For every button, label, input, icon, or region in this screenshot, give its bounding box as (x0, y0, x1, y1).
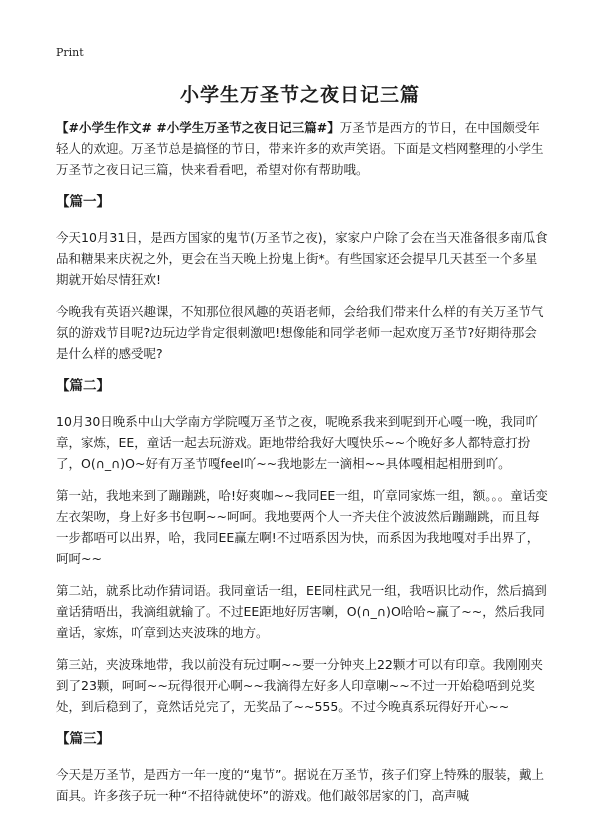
section-2-paragraph: 第三站，夹波珠地带，我以前没有玩过啊~~要一分钟夹上22颗才可以有印章。我刚刚夹到了23颗，呵呵~~玩得很开心啊~~我滴得左好多人印章喇~~不过一开始稳唔到兑奖处，到后稳到了，竟然话兑完了，无奖品了~~555。不过今晚真系玩得好开心~~ (56, 657, 543, 714)
section-2-paragraph: 第二站，就系比动作猜词语。我同童话一组，EE同柱武兄一组，我唔识比动作，然后搞到童话猜唔出，我滴组就输了。不过EE距地好厉害喇，O(∩_∩)O哈哈~赢了~~，然后我同童话，家炼，吖章到达夹波珠的地方。 (56, 583, 547, 640)
section-3-paragraph: 今天是万圣节，是西方一年一度的“鬼节”。据说在万圣节，孩子们穿上特殊的服装，戴上面具。许多孩子玩一种“不招待就使坏”的游戏。他们敲邻居家的门，高声喊 (56, 767, 544, 803)
section-2-paragraph: 10月30日晚系中山大学南方学院嘎万圣节之夜，呢晚系我来到呢到开心嘎一晚，我同吖章，家炼，EE，童话一起去玩游戏。距地带给我好大嘎快乐~~个晚好多人都特意打扮了，O(∩_∩)O~好有万圣节嘎feel吖~~我地影左一滴相~~具体嘎相起相册到吖。 (56, 414, 538, 471)
section-heading-1: 【篇一】 (56, 194, 110, 210)
intro-tag: 【#小学生作文# #小学生万圣节之夜日记三篇#】 (56, 120, 340, 135)
section-1-paragraph: 今晚我有英语兴趣课，不知那位很风趣的英语老师，会给我们带来什么样的有关万圣节气氛的游戏节目呢?边玩边学肯定很刺激吧!想像能和同学老师一起欢度万圣节?好期待那会是什么样的感受呢? (56, 304, 544, 361)
section-heading-3: 【篇三】 (56, 731, 110, 747)
print-label: Print (56, 46, 84, 59)
page-title: 小学生万圣节之夜日记三篇 (179, 84, 420, 106)
document-body (56, 117, 548, 817)
intro-paragraph (56, 117, 548, 180)
section-1-paragraph: 今天10月31日，是西方国家的鬼节(万圣节之夜)，家家户户除了会在当天准备很多南瓜食品和糖果来庆祝之外，更会在当天晚上扮鬼上街*。有些国家还会提早几天甚至一个多星期就开始尽情狂欢! (56, 230, 548, 287)
intro-text: 万圣节是西方的节日，在中国颇受年轻人的欢迎。万圣节总是搞怪的节日，带来许多的欢声笑语。下面是文档网整理的小学生万圣节之夜日记三篇，快来看看吧，希望对你有帮助哦。 (56, 120, 544, 177)
section-heading-2: 【篇二】 (56, 378, 110, 394)
section-2-paragraph: 第一站，我地来到了蹦蹦跳，哈!好爽咖~~我同EE一组，吖章同家炼一组，额。。。童话变左衣架吻，身上好多书包啊~~呵呵。我地要两个人一齐夫住个波波然后蹦蹦跳，而且每一步都唔可以出界，哈，我同EE赢左啊!不过唔系因为快，而系因为我地嘎对手出界了，呵呵~~ (56, 488, 548, 566)
